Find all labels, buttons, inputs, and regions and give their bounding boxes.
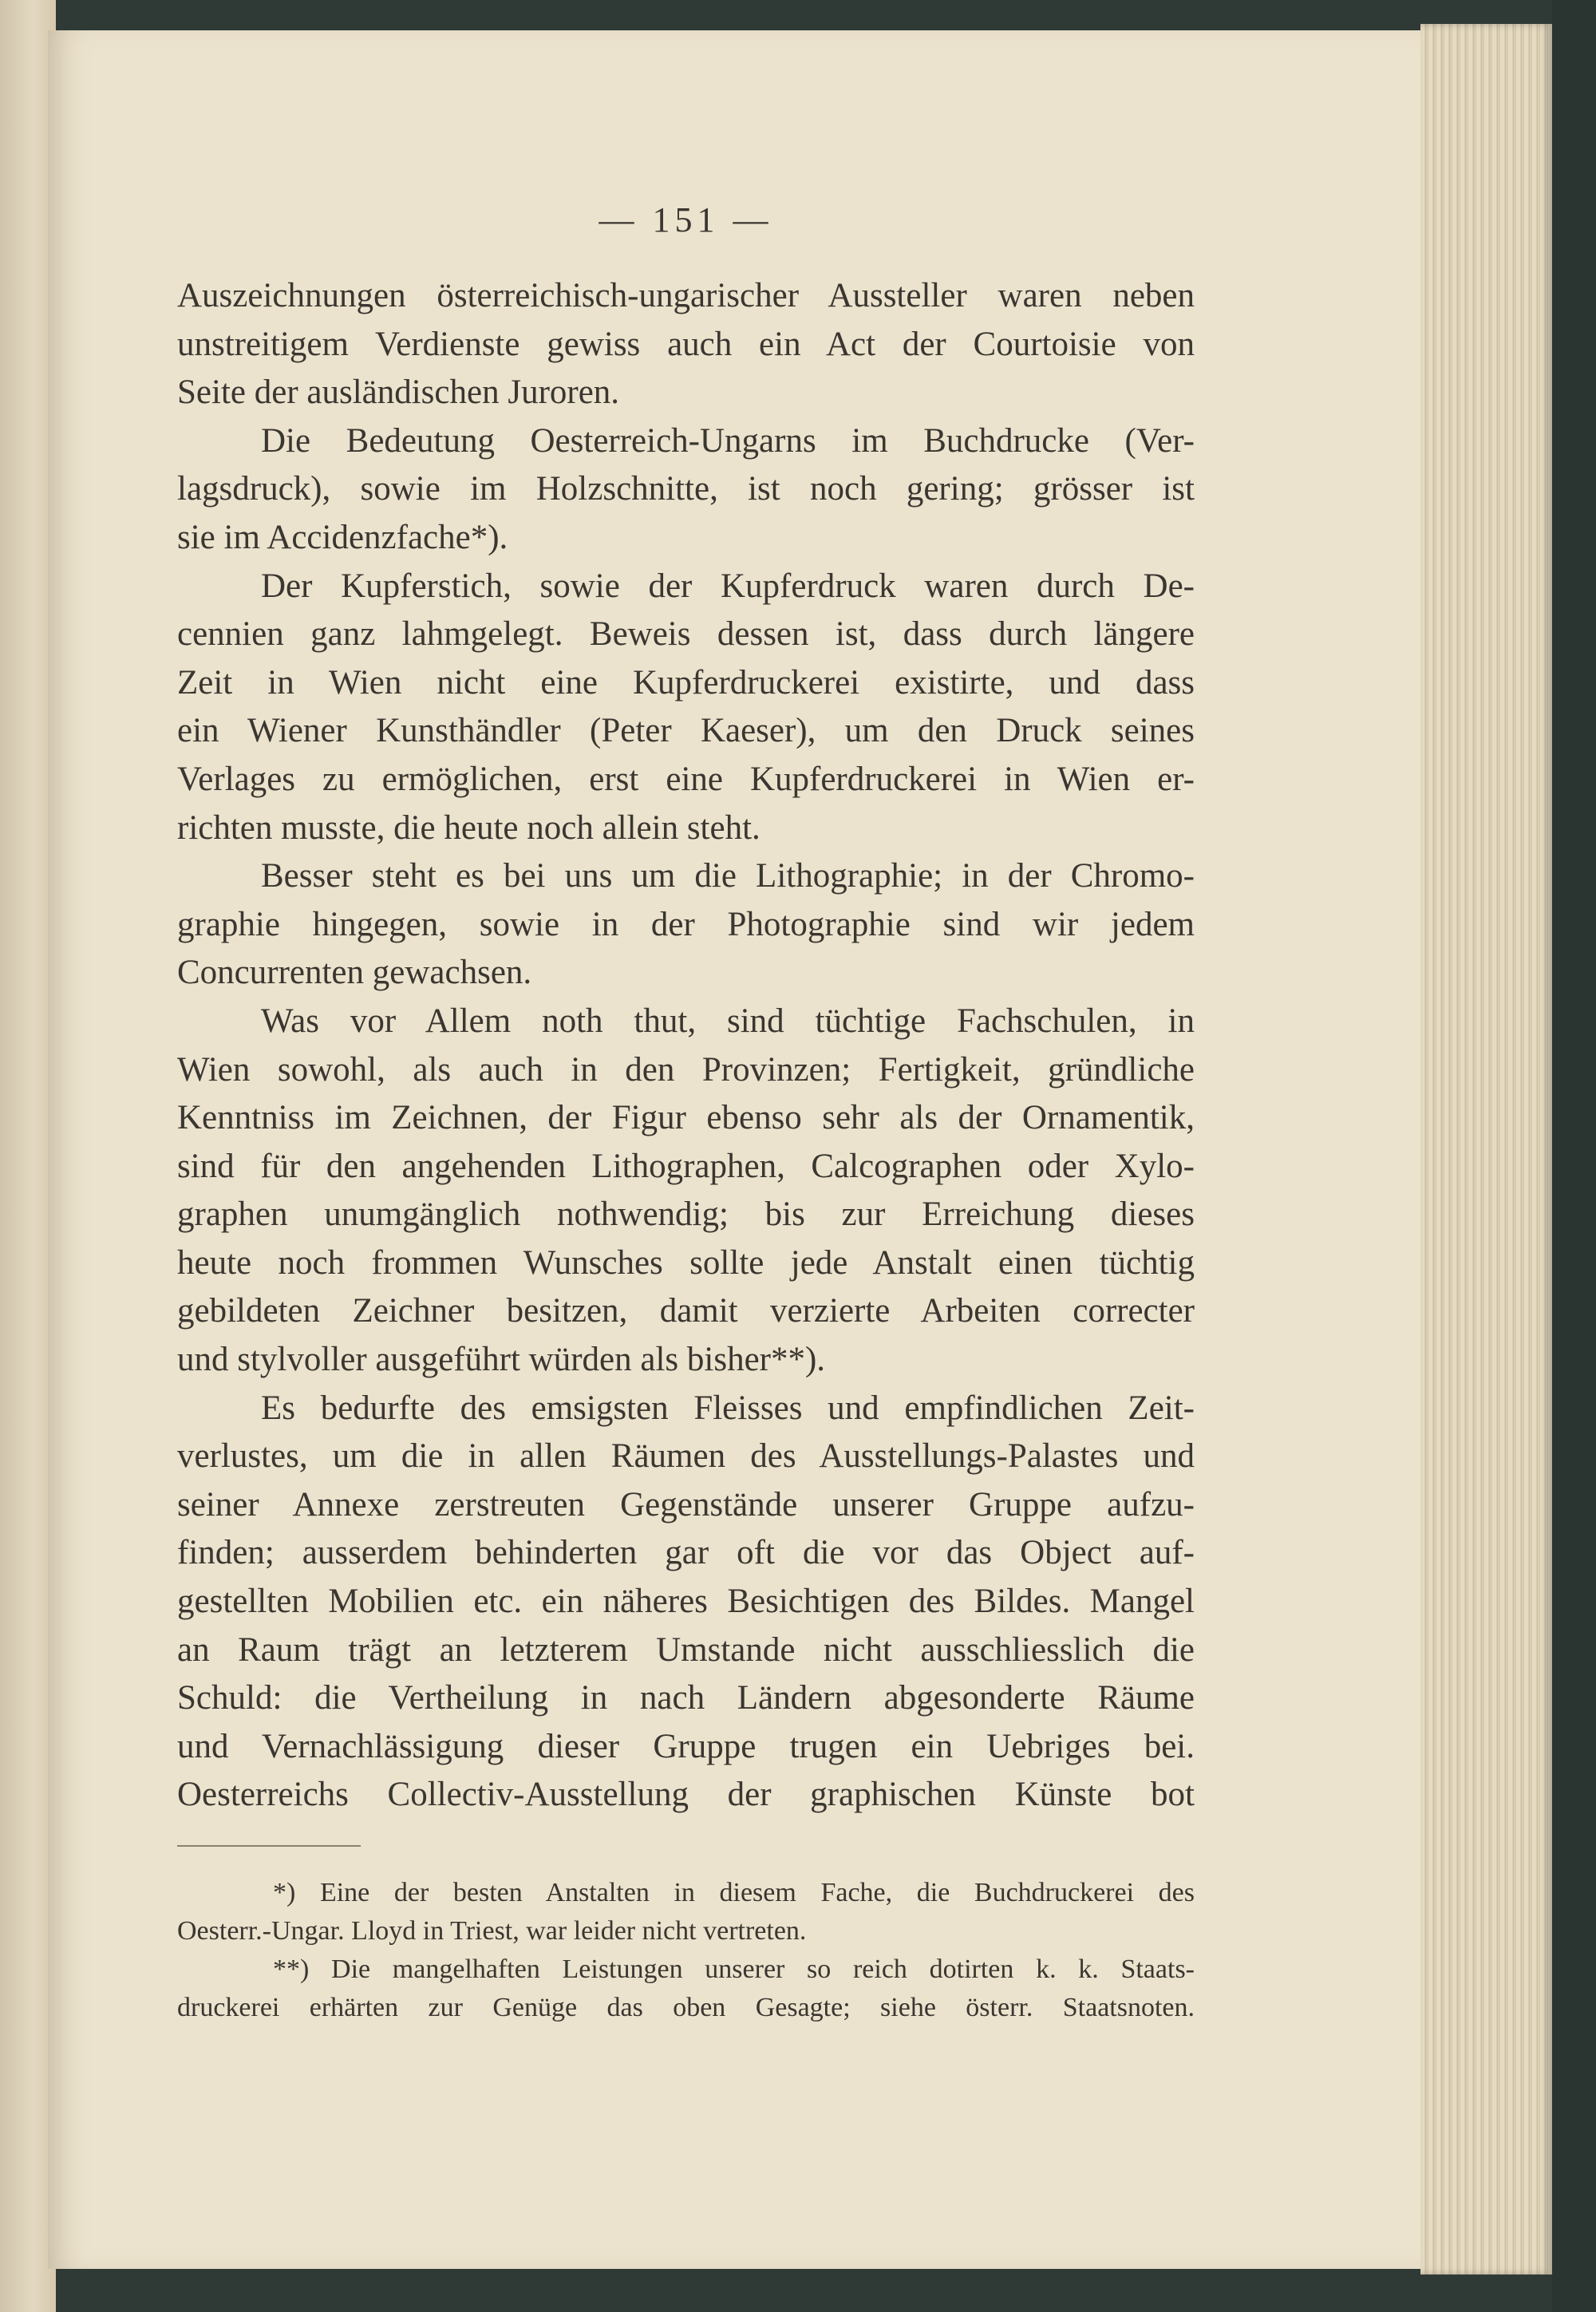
- text-line: richten musste, die heute noch allein steht.: [177, 808, 760, 847]
- text-line: ein Wiener Kunsthändler (Peter Kaeser), um den Druck seines: [177, 712, 1195, 750]
- text-line: Der Kupferstich, sowie der Kupferdruck waren durch De-: [261, 567, 1195, 605]
- text-line: Die Bedeutung Oesterreich-Ungarns im Buchdrucke (Ver-: [261, 421, 1195, 460]
- page-edges: [1420, 24, 1552, 2274]
- text-line: cennien ganz lahmgelegt. Beweis dessen ist, dass durch längere: [177, 615, 1195, 654]
- text-line: seiner Annexe zerstreuten Gegenstände unserer Gruppe aufzu-: [177, 1485, 1195, 1524]
- page-number: — 151 —: [598, 200, 773, 239]
- text-line: Oesterreichs Collectiv-Ausstellung der graphischen Künste bot: [177, 1776, 1195, 1814]
- footnote-line: **) Die mangelhaften Leistungen unserer so reich dotirten k. k. Staats-: [273, 1954, 1195, 1984]
- text-line: verlustes, um die in allen Räumen des Ausstellungs-Palastes und: [177, 1437, 1195, 1476]
- text-line: und stylvoller ausgeführt würden als bisher**).: [177, 1341, 826, 1379]
- text-block: [177, 200, 1195, 2027]
- text-line: sind für den angehenden Lithographen, Calcographen oder Xylo-: [177, 1147, 1195, 1185]
- footnote-line: druckerei erhärten zur Genüge das oben Gesagte; siehe österr. Staatsnoten.: [177, 1993, 1195, 2022]
- footnote-line: *) Eine der besten Anstalten in diesem Fache, die Buchdruckerei des: [273, 1878, 1195, 1907]
- text-line: Concurrenten gewachsen.: [177, 954, 532, 992]
- text-line: Kenntniss im Zeichnen, der Figur ebenso sehr als der Ornamentik,: [177, 1099, 1195, 1137]
- text-line: graphen unumgänglich nothwendig; bis zur Erreichung dieses: [177, 1196, 1195, 1234]
- text-line: gebildeten Zeichner besitzen, damit verzierte Arbeiten correcter: [177, 1292, 1195, 1330]
- text-line: lagsdruck), sowie im Holzschnitte, ist noch gering; grösser ist: [177, 470, 1195, 508]
- text-line: graphie hingegen, sowie in der Photographie sind wir jedem: [177, 905, 1195, 943]
- text-line: Es bedurfte des emsigsten Fleisses und empfindlichen Zeit-: [261, 1389, 1195, 1427]
- text-line: finden; ausserdem behinderten gar oft die vor das Object auf-: [177, 1534, 1195, 1572]
- footnote-line: Oesterr.-Ungar. Lloyd in Triest, war leider nicht vertreten.: [177, 1916, 807, 1946]
- text-line: Verlages zu ermöglichen, erst eine Kupferdruckerei in Wien er-: [177, 760, 1195, 798]
- text-line: Auszeichnungen österreichisch-ungarischer Aussteller waren neben: [177, 277, 1195, 314]
- text-line: gestellten Mobilien etc. ein näheres Besichtigen des Bildes. Mangel: [177, 1583, 1195, 1621]
- text-line: Seite der ausländischen Juroren.: [177, 373, 620, 412]
- text-line: sie im Accidenzfache*).: [177, 518, 508, 556]
- footnotes: [177, 1874, 1195, 2027]
- text-line: an Raum trägt an letzterem Umstande nicht ausschliesslich die: [177, 1630, 1195, 1669]
- body-text: [177, 272, 1195, 1820]
- text-line: heute noch frommen Wunsches sollte jede Anstalt einen tüchtig: [177, 1243, 1195, 1282]
- text-line: Wien sowohl, als auch in den Provinzen; Fertigkeit, gründliche: [177, 1050, 1195, 1089]
- text-line: und Vernachlässigung dieser Gruppe trugen ein Uebriges bei.: [177, 1727, 1195, 1765]
- book-cover-edge: [1552, 0, 1596, 2312]
- text-line: Schuld: die Vertheilung in nach Ländern abgesonderte Räume: [177, 1679, 1195, 1717]
- text-line: unstreitigem Verdienste gewiss auch ein Act der Courtoisie von: [177, 325, 1195, 363]
- text-line: Was vor Allem noth thut, sind tüchtige Fachschulen, in: [261, 1002, 1195, 1040]
- footnote-rule: [177, 1845, 361, 1847]
- text-line: Besser steht es bei uns um die Lithographie; in der Chromo-: [261, 857, 1195, 895]
- text-line: Zeit in Wien nicht eine Kupferdruckerei existirte, und dass: [177, 663, 1195, 702]
